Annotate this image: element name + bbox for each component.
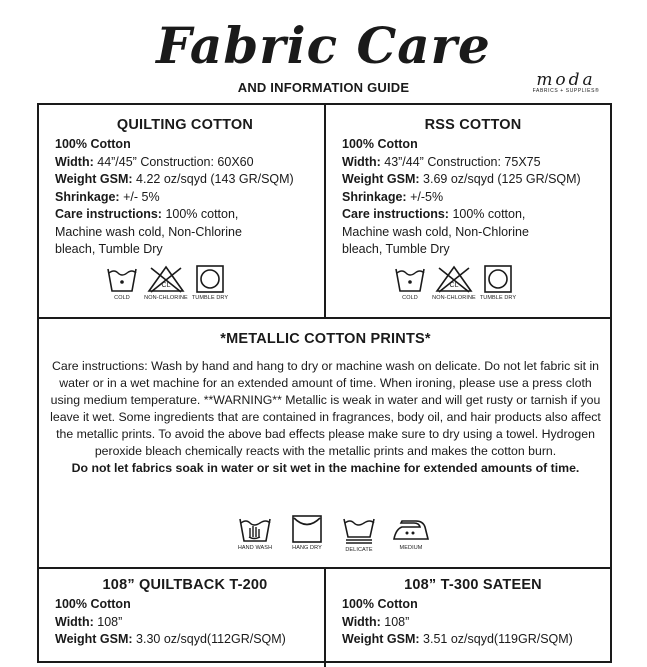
material: 100% Cotton [342, 137, 418, 151]
care-value: 100% cotton, Machine wash cold, Non-Chlorine bleach, Tumble Dry [342, 207, 529, 256]
quiltback-card [55, 577, 315, 649]
fabric-care-table [37, 103, 612, 663]
hand-wash-icon [233, 515, 277, 553]
weight-value: 3.51 oz/sqyd(119GR/SQM) [419, 632, 573, 646]
cold-wash-icon [103, 265, 141, 301]
icon-label: TUMBLE DRY [191, 295, 229, 301]
weight-label: Weight GSM: [342, 632, 420, 646]
cold-wash-icon [391, 265, 429, 301]
width-value: 43”/44” Construction: 75X75 [380, 154, 541, 169]
non-chlorine-bleach-icon [144, 265, 188, 301]
divider [324, 567, 326, 667]
care-label: Care instructions: [342, 207, 449, 221]
weight-label: Weight GSM: [55, 172, 133, 186]
icon-label: COLD [114, 295, 130, 301]
width-label: Width: [55, 614, 94, 629]
non-chlorine-bleach-icon [432, 265, 476, 301]
material: 100% Cotton [55, 137, 131, 151]
width-value: 108” [93, 614, 123, 629]
card-title: QUILTING COTTON [116, 117, 254, 133]
shrinkage-label: Shrinkage: [342, 189, 407, 204]
icon-label: TUMBLE DRY [479, 295, 517, 301]
width-label: Width: [342, 154, 381, 169]
divider [324, 105, 326, 318]
care-icons [103, 265, 229, 301]
icon-label: NON-CHLORINE [144, 295, 188, 301]
quilting-cotton-card [55, 117, 315, 259]
icon-label: DELICATE [345, 547, 373, 553]
width-value: 44”/45” Construction: 60X60 [93, 154, 254, 169]
care-icons [391, 265, 517, 301]
section-title: *METALLIC COTTON PRINTS* [220, 331, 431, 347]
icon-label: HANG DRY [292, 545, 322, 551]
weight-label: Weight GSM: [342, 172, 420, 186]
sateen-card [342, 577, 604, 649]
width-label: Width: [342, 614, 381, 629]
width-label: Width: [55, 154, 94, 169]
material: 100% Cotton [55, 597, 131, 611]
card-title: RSS COTTON [424, 117, 522, 133]
shrinkage-label: Shrinkage: [55, 189, 120, 204]
care-value: 100% cotton, Machine wash cold, Non-Chlorine bleach, Tumble Dry [55, 207, 242, 256]
logo-tagline: FABRICS + SUPPLIES® [532, 88, 600, 94]
tumble-dry-icon [191, 265, 229, 301]
material: 100% Cotton [342, 597, 418, 611]
page-title: Fabric Care [156, 16, 491, 75]
weight-value: 4.22 oz/sqyd (143 GR/SQM) [132, 172, 294, 186]
width-value: 108” [380, 614, 410, 629]
divider [39, 317, 610, 319]
metallic-care-text: Care instructions: Wash by hand and hang to dry or machine wash on delicate. Do not let fabric sit in water or in a wet machine for an extended amount of time. When ironing, please use a press cloth using medium temperature. **WARNING** Metallic is weak in water and will get rusty or tarnish if you leave it wet. Some ingredients that are contained in fragrances, body oil, and hair products also affect the metallic prints. To avoid the above bad effects please make sure to dry using a towel. Hydrogen peroxide bleach chemically reacts with the metallic prints and makes the cotton burn. [50, 359, 601, 458]
iron-medium-icon [389, 515, 433, 553]
weight-value: 3.30 oz/sqyd(112GR/SQM) [132, 632, 286, 646]
icon-label: MEDIUM [399, 545, 423, 551]
moda-logo [516, 72, 616, 94]
card-title: 108” QUILTBACK T-200 [102, 577, 268, 593]
care-label: Care instructions: [55, 207, 162, 221]
shrinkage-value: +/-5% [406, 189, 444, 204]
weight-label: Weight GSM: [55, 632, 133, 646]
tumble-dry-icon [479, 265, 517, 301]
delicate-wash-icon [337, 515, 381, 553]
icon-label: HAND WASH [237, 545, 273, 551]
metallic-warning-text: Do not let fabrics soak in water or sit wet in the machine for extended amounts of time. [71, 461, 580, 475]
icon-label: NON-CHLORINE [432, 295, 476, 301]
icon-label: COLD [402, 295, 418, 301]
weight-value: 3.69 oz/sqyd (125 GR/SQM) [419, 172, 581, 186]
bleach-mark: CL [161, 282, 171, 289]
page-subtitle: AND INFORMATION GUIDE [237, 80, 410, 95]
card-title: 108” T-300 SATEEN [404, 577, 542, 593]
shrinkage-value: +/- 5% [119, 189, 160, 204]
rss-cotton-card [342, 117, 604, 259]
logo-word: moda [536, 70, 596, 90]
metallic-care-icons [233, 515, 433, 553]
hang-dry-icon [285, 515, 329, 553]
bleach-mark: CL [449, 282, 459, 289]
metallic-prints-section [49, 331, 602, 477]
